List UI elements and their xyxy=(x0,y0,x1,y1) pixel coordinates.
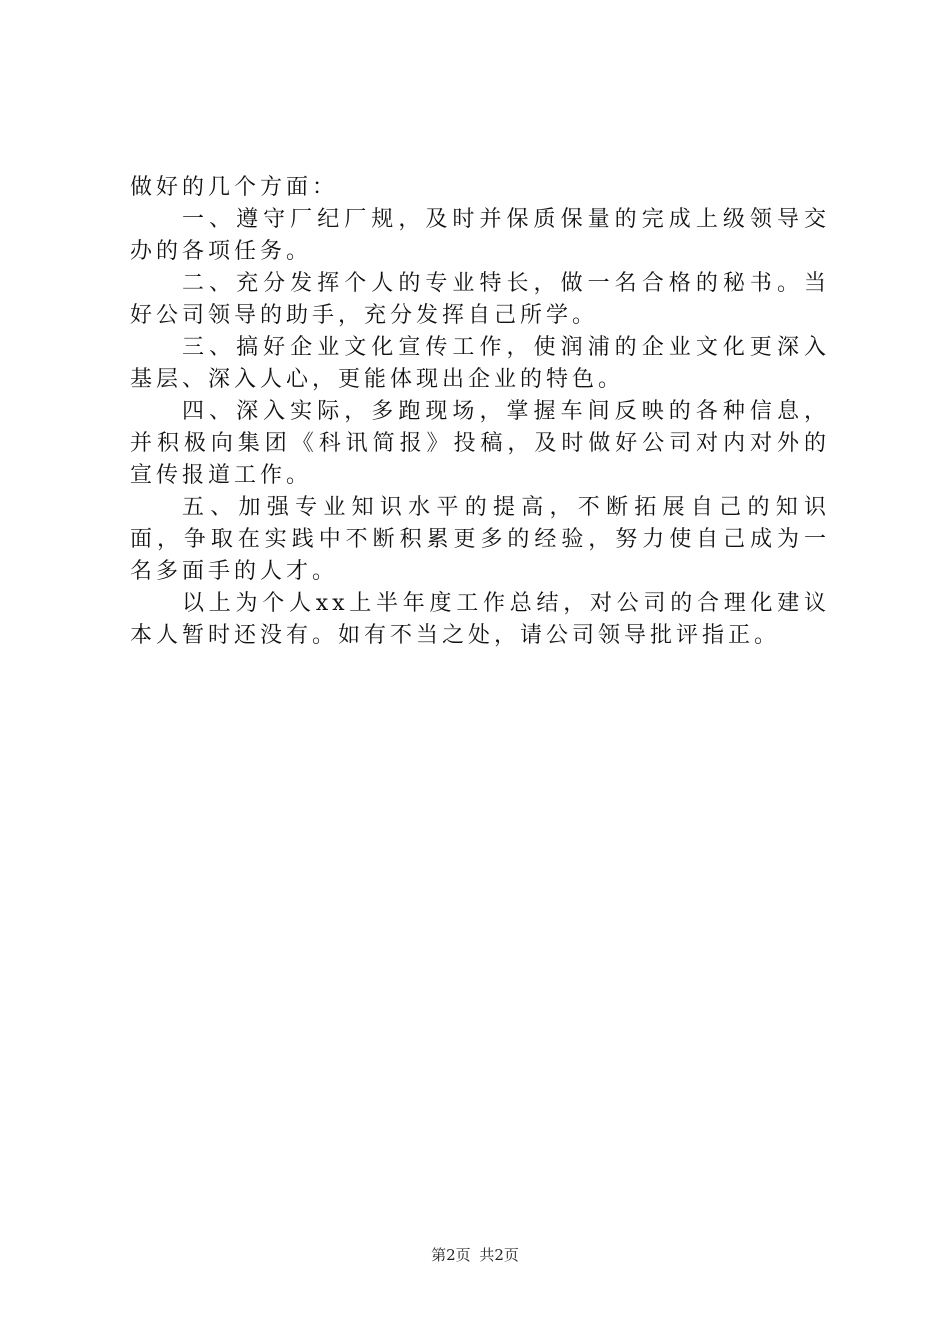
page-footer xyxy=(0,1244,950,1265)
paragraph-item-2: 二、充分发挥个人的专业特长，做一名合格的秘书。当好公司领导的助手，充分发挥自己所学。 xyxy=(130,271,830,328)
paragraph-item-5: 五、加强专业知识水平的提高，不断拓展自己的知识面，争取在实践中不断积累更多的经验，努力使自己成为一名多面手的人才。 xyxy=(130,495,830,584)
page-total: 共2页 xyxy=(479,1246,519,1264)
document-body xyxy=(130,172,830,652)
paragraph-item-1: 一、遵守厂纪厂规，及时并保质保量的完成上级领导交办的各项任务。 xyxy=(130,207,830,264)
paragraph-intro: 做好的几个方面： xyxy=(130,175,339,200)
paragraph-item-4: 四、深入实际，多跑现场，掌握车间反映的各种信息，并积极向集团《科讯简报》投稿，及时做好公司对内对外的宣传报道工作。 xyxy=(130,399,830,488)
paragraph-conclusion: 以上为个人xx上半年度工作总结，对公司的合理化建议本人暂时还没有。如有不当之处，请公司领导批评指正。 xyxy=(130,591,830,648)
page-number: 第2页 xyxy=(431,1246,471,1264)
paragraph-item-3: 三、搞好企业文化宣传工作，使润浦的企业文化更深入基层、深入人心，更能体现出企业的特色。 xyxy=(130,335,830,392)
